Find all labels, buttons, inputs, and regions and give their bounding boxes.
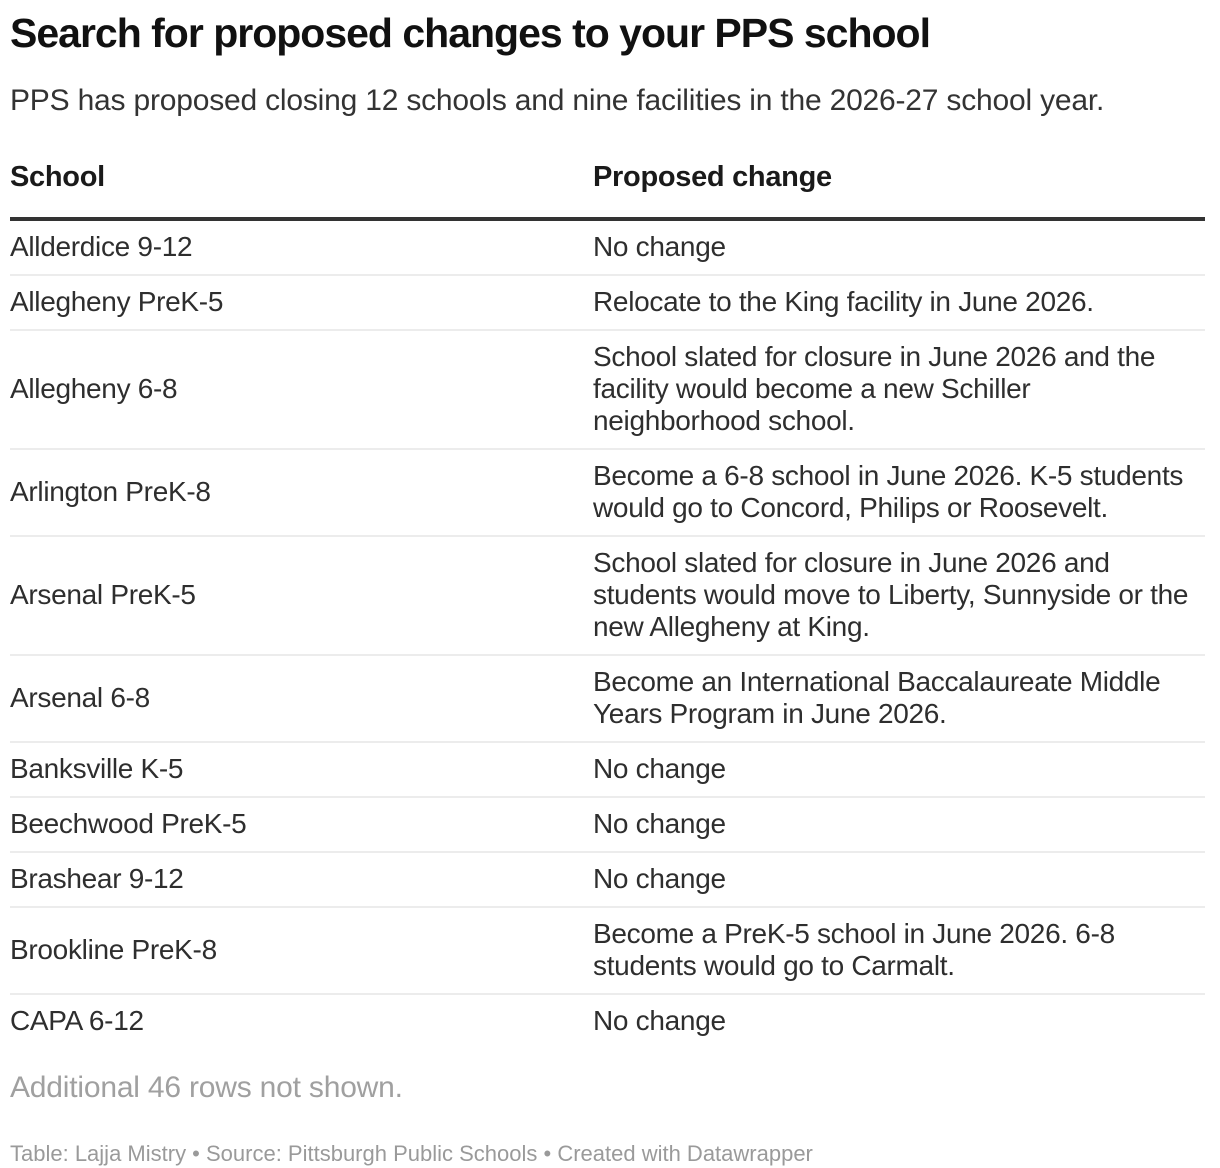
table-row <box>10 907 1205 994</box>
proposed-change-cell: School slated for closure in June 2026 and students would move to Liberty, Sunnyside or the new Allegheny at King. <box>593 536 1205 655</box>
table-row <box>10 994 1205 1048</box>
chart-title: Search for proposed changes to your PPS school <box>10 10 930 56</box>
schools-table <box>10 160 1205 1048</box>
footer-credit: Table: Lajja Mistry • Source: Pittsburgh Public Schools • Created with Datawrapper <box>10 1141 813 1166</box>
chart-subtitle: PPS has proposed closing 12 schools and nine facilities in the 2026-27 school year. <box>10 84 1105 117</box>
table-row <box>10 275 1205 330</box>
proposed-change-cell: Relocate to the King facility in June 2026. <box>593 275 1205 330</box>
school-name-cell: Allegheny PreK-5 <box>10 275 593 330</box>
school-name-cell: Beechwood PreK-5 <box>10 797 593 852</box>
table-header <box>10 160 1205 219</box>
header-row <box>10 160 1205 219</box>
school-name-cell: Banksville K-5 <box>10 742 593 797</box>
table-row <box>10 797 1205 852</box>
table-row <box>10 330 1205 449</box>
truncation-note: Additional 46 rows not shown. <box>10 1071 403 1104</box>
school-name-cell: Allderdice 9-12 <box>10 231 193 262</box>
table-row <box>10 449 1205 536</box>
table-row <box>10 219 1205 275</box>
column-header-proposed-change: Proposed change <box>593 160 1205 219</box>
school-name-cell: Brashear 9-12 <box>10 852 593 907</box>
column-header-school: School <box>10 160 593 219</box>
proposed-change-cell: No change <box>593 797 1205 852</box>
school-name-cell: Allegheny 6-8 <box>10 330 593 449</box>
proposed-change-cell: No change <box>593 231 726 262</box>
proposed-change-cell: Become an International Baccalaureate Middle Years Program in June 2026. <box>593 655 1205 742</box>
table-row <box>10 655 1205 742</box>
proposed-change-cell: Become a PreK-5 school in June 2026. 6-8 students would go to Carmalt. <box>593 907 1205 994</box>
table-row <box>10 742 1205 797</box>
school-name-cell: Arsenal 6-8 <box>10 655 593 742</box>
school-name-cell: Brookline PreK-8 <box>10 907 593 994</box>
table-body <box>10 219 1205 1048</box>
school-name-cell: Arsenal PreK-5 <box>10 536 593 655</box>
school-name-cell: Arlington PreK-8 <box>10 449 593 536</box>
proposed-change-cell: School slated for closure in June 2026 and the facility would become a new Schiller neighborhood school. <box>593 330 1205 449</box>
school-name-cell: CAPA 6-12 <box>10 994 593 1048</box>
table-row <box>10 536 1205 655</box>
proposed-change-cell: Become a 6-8 school in June 2026. K-5 students would go to Concord, Philips or Roosevelt. <box>593 449 1205 536</box>
proposed-change-cell: No change <box>593 994 1205 1048</box>
table-row <box>10 852 1205 907</box>
proposed-change-cell: No change <box>593 852 1205 907</box>
proposed-change-cell: No change <box>593 742 1205 797</box>
